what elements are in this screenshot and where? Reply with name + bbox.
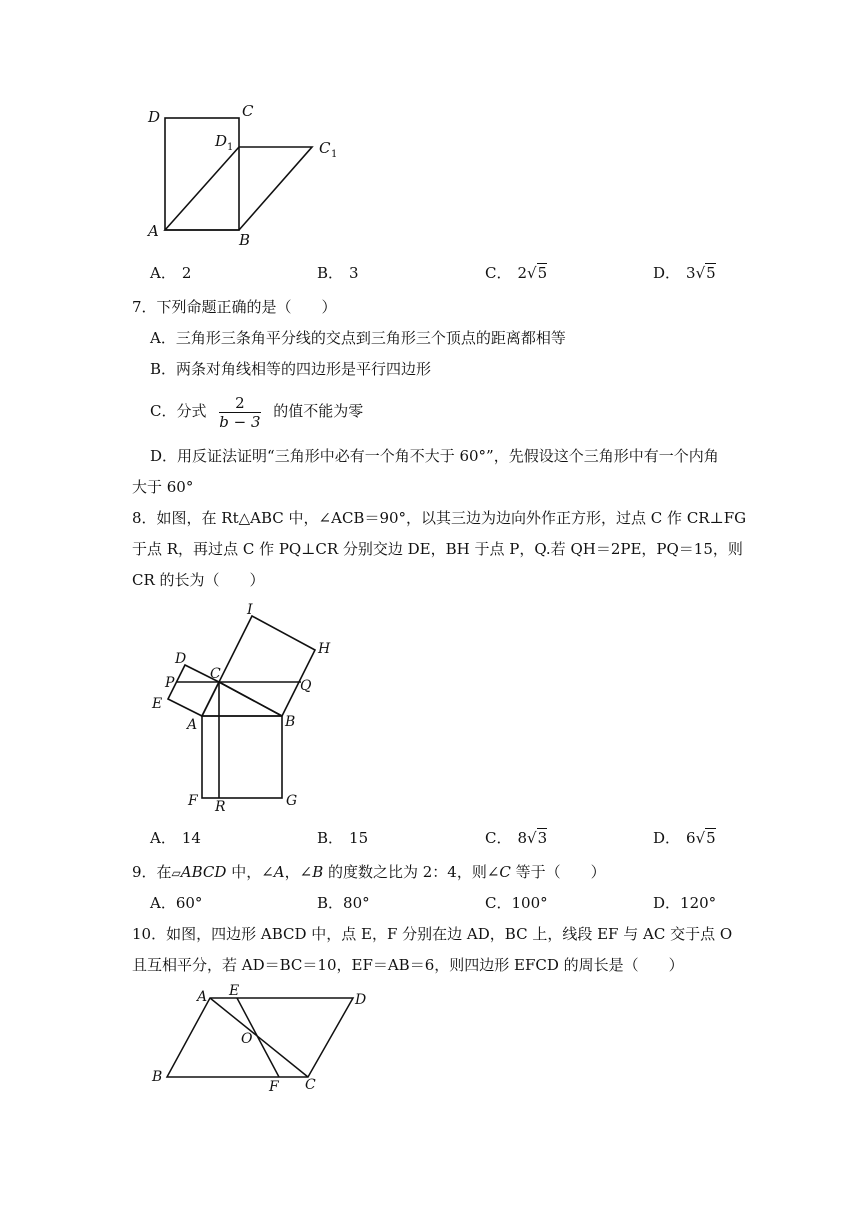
label-d1: D <box>215 132 228 150</box>
sqrt-symbol: √5 <box>527 264 548 282</box>
q7-option-d-line1[interactable]: D．用反证法证明“三角形中必有一个角不大于 60°”，先假设这个三角形中有一个内角 <box>150 447 719 465</box>
label-c: C <box>210 666 221 682</box>
label-a: A <box>197 989 208 1005</box>
q7-option-d-line2: 大于 60° <box>132 478 194 496</box>
label-b: B <box>285 714 296 730</box>
square-bc <box>219 616 315 716</box>
q7-option-b[interactable]: B．两条对角线相等的四边形是平行四边形 <box>150 360 432 378</box>
q9-option-b[interactable]: B．80° <box>317 894 370 912</box>
fraction: $\frac{2}{b - 3}$ <box>219 393 261 431</box>
label-a: A <box>148 222 159 240</box>
label-d: D <box>148 108 161 126</box>
q9-stem: 9．在▱ABCD 中，∠A，∠B 的度数之比为 2：4，则∠C 等于（ ） <box>132 863 606 881</box>
label-h: H <box>318 641 331 657</box>
q10-stem-line1: 10．如图，四边形 ABCD 中，点 E，F 分别在边 AD，BC 上，线段 EF 与 AC 交于点 O <box>132 925 733 943</box>
q8-stem-line3: CR 的长为（ ） <box>132 571 265 589</box>
label-g: G <box>286 793 298 809</box>
q9-option-a[interactable]: A．60° <box>150 894 203 912</box>
q8-option-a[interactable]: A． 14 <box>150 829 201 847</box>
label-f: F <box>269 1079 279 1095</box>
parallelogram-symbol: ▱ <box>171 866 181 880</box>
label-f: F <box>188 793 198 809</box>
sqrt-symbol: √5 <box>695 829 716 847</box>
q6-option-c[interactable]: C． 2√5 <box>485 264 548 282</box>
sqrt-symbol: √5 <box>695 264 716 282</box>
q9-option-c[interactable]: C．100° <box>485 894 548 912</box>
q7-stem: 7．下列命题正确的是（ ） <box>132 298 337 316</box>
label-r: R <box>215 799 226 813</box>
label-o: O <box>241 1031 253 1047</box>
triangle-abc <box>202 682 282 716</box>
rectangle-abcd <box>165 118 239 230</box>
label-a: A <box>187 717 198 733</box>
label-d1-sub: 1 <box>227 142 234 153</box>
q6-option-d[interactable]: D． 3√5 <box>653 264 716 282</box>
label-c1: C <box>319 139 331 157</box>
label-e: E <box>229 983 240 999</box>
q6-option-b[interactable]: B． 3 <box>317 264 359 282</box>
label-d: D <box>355 992 367 1008</box>
q8-stem-line1: 8．如图，在 Rt△ABC 中，∠ACB＝90°，以其三边为边向外作正方形，过点 C 作 CR⊥FG <box>132 509 747 527</box>
q7-option-a[interactable]: A．三角形三条角平分线的交点到三角形三个顶点的距离都相等 <box>150 329 566 347</box>
q10-stem-line2: 且互相平分，若 AD＝BC＝10，EF＝AB＝6，则四边形 EFCD 的周长是（ ） <box>132 956 684 974</box>
label-e: E <box>152 696 163 712</box>
q8-option-b[interactable]: B． 15 <box>317 829 369 847</box>
q9-option-d[interactable]: D．120° <box>653 894 717 912</box>
label-c: C <box>305 1077 316 1093</box>
q6-option-a[interactable]: A． 2 <box>150 264 192 282</box>
figure-q10 <box>145 983 385 1098</box>
label-q: Q <box>300 678 312 694</box>
sqrt-symbol: √3 <box>527 829 548 847</box>
label-i: I <box>247 602 253 618</box>
q8-option-d[interactable]: D． 6√5 <box>653 829 716 847</box>
square-ab <box>202 716 282 798</box>
label-b: B <box>152 1069 163 1085</box>
figure-q8 <box>145 598 345 813</box>
label-d: D <box>175 651 187 667</box>
label-c: C <box>242 102 254 120</box>
segment-ac <box>210 998 308 1077</box>
label-p: P <box>165 675 175 691</box>
label-b: B <box>239 231 251 249</box>
label-c1-sub: 1 <box>331 149 338 160</box>
figure-q6 <box>140 95 360 255</box>
q8-stem-line2: 于点 R，再过点 C 作 PQ⊥CR 分别交边 DE，BH 于点 P，Q.若 QH＝2PE，PQ＝15，则 <box>132 540 743 558</box>
q8-option-c[interactable]: C． 8√3 <box>485 829 548 847</box>
q7-option-c[interactable]: C．分式 $\frac{2}{b - 3}$ 的值不能为零 <box>150 393 364 431</box>
